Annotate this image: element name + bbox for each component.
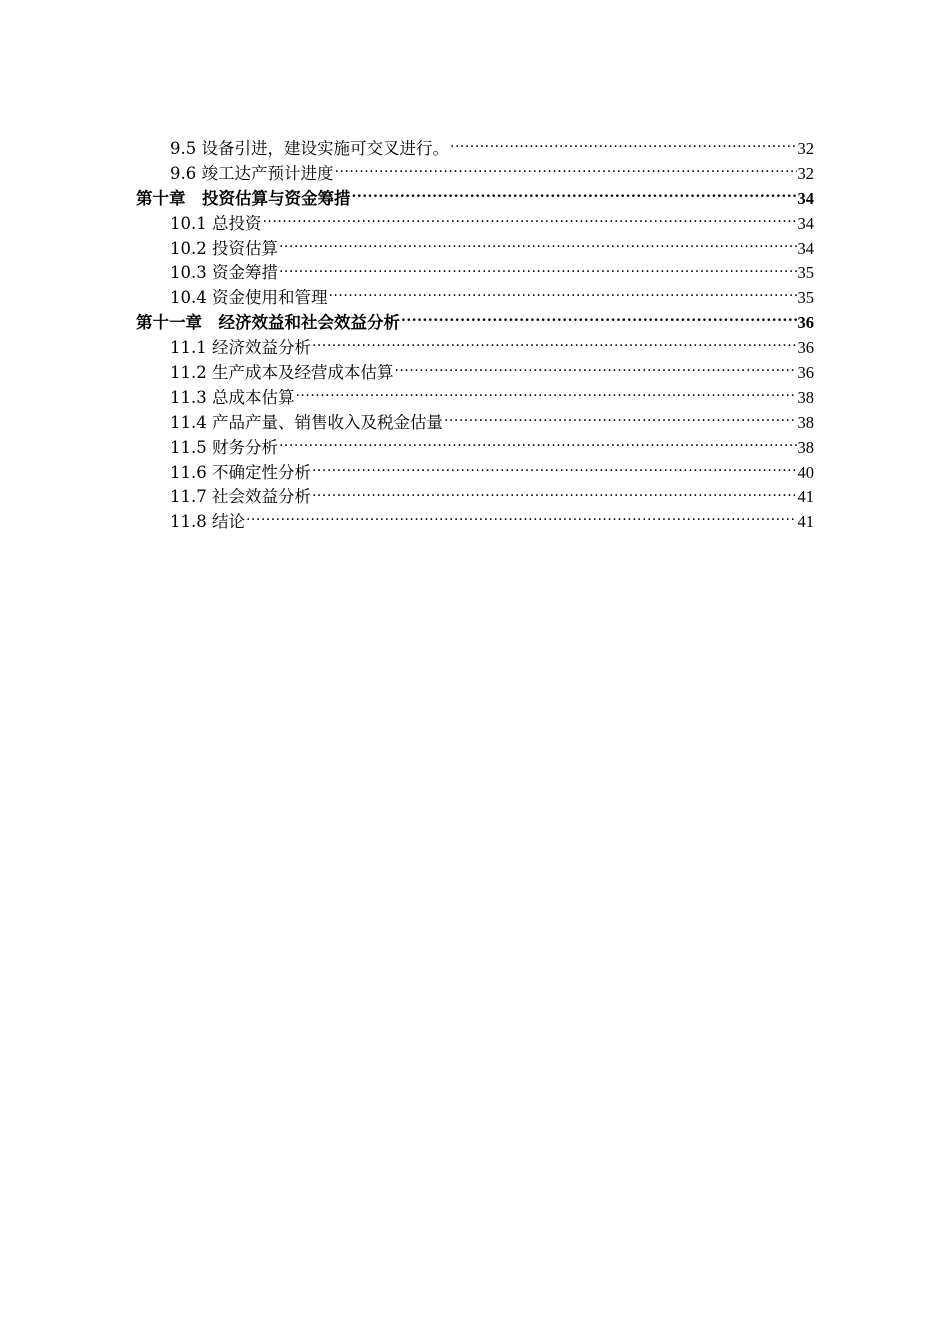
toc-chapter-entry[interactable] xyxy=(136,187,814,212)
toc-entry-title: 11.7 社会效益分析 xyxy=(170,487,311,507)
toc-section-entry[interactable] xyxy=(136,361,814,386)
toc-entry-title: 11.8 结论 xyxy=(170,512,245,532)
toc-entry-title: 11.1 经济效益分析 xyxy=(170,338,311,358)
toc-section-entry[interactable] xyxy=(136,137,814,162)
toc-section-entry[interactable] xyxy=(136,485,814,510)
toc-dot-leader xyxy=(262,212,796,229)
toc-entry-title: 11.6 不确定性分析 xyxy=(170,462,311,482)
toc-section-entry[interactable] xyxy=(136,212,814,237)
toc-entry-title: 第十一章 经济效益和社会效益分析 xyxy=(136,313,400,333)
toc-entry-title: 10.4 资金使用和管理 xyxy=(170,288,328,308)
toc-section-entry[interactable] xyxy=(136,237,814,262)
toc-dot-leader xyxy=(450,138,797,155)
toc-page-number: 35 xyxy=(797,263,814,283)
toc-entry-title: 10.2 投资估算 xyxy=(170,238,278,258)
toc-dot-leader xyxy=(246,511,797,528)
toc-dot-leader xyxy=(352,187,797,204)
toc-chapter-entry[interactable] xyxy=(136,311,814,336)
toc-page-number: 40 xyxy=(797,462,814,482)
toc-page-number: 36 xyxy=(797,313,814,333)
toc-page-number: 36 xyxy=(797,338,814,358)
table-of-contents xyxy=(136,137,814,535)
toc-dot-leader xyxy=(279,262,797,279)
toc-entry-title: 11.4 产品产量、销售收入及税金估量 xyxy=(170,412,443,432)
toc-entry-title: 11.3 总成本估算 xyxy=(170,387,295,407)
toc-page-number: 34 xyxy=(797,188,814,208)
toc-page-number: 35 xyxy=(797,288,814,308)
toc-page-number: 32 xyxy=(797,139,814,158)
toc-page-number: 38 xyxy=(797,412,814,432)
toc-dot-leader xyxy=(394,362,796,379)
toc-entry-title: 9.6 竣工达产预计进度 xyxy=(170,163,334,183)
toc-entry-title: 10.1 总投资 xyxy=(170,213,262,233)
toc-entry-title: 第十章 投资估算与资金筹措 xyxy=(136,188,351,208)
toc-page-number: 38 xyxy=(797,387,814,407)
toc-dot-leader xyxy=(312,337,797,354)
toc-section-entry[interactable] xyxy=(136,286,814,311)
toc-page-number: 41 xyxy=(797,512,814,532)
toc-page-number: 34 xyxy=(797,238,814,258)
toc-entry-title: 11.5 财务分析 xyxy=(170,437,278,457)
toc-page-number: 41 xyxy=(797,487,814,507)
toc-dot-leader xyxy=(312,461,797,478)
toc-dot-leader xyxy=(279,237,797,254)
toc-section-entry[interactable] xyxy=(136,461,814,486)
toc-entry-title: 11.2 生产成本及经营成本估算 xyxy=(170,363,394,383)
toc-section-entry[interactable] xyxy=(136,510,814,535)
toc-page-number: 34 xyxy=(797,213,814,233)
toc-page-number: 38 xyxy=(797,437,814,457)
toc-section-entry[interactable] xyxy=(136,436,814,461)
toc-dot-leader xyxy=(328,287,796,304)
toc-dot-leader xyxy=(401,312,797,329)
toc-dot-leader xyxy=(335,162,797,179)
toc-entry-title: 9.5 设备引进，建设实施可交叉进行。 xyxy=(170,139,449,158)
toc-dot-leader xyxy=(295,386,796,403)
toc-dot-leader xyxy=(312,486,797,503)
toc-section-entry[interactable] xyxy=(136,336,814,361)
toc-section-entry[interactable] xyxy=(136,411,814,436)
toc-page-number: 32 xyxy=(797,163,814,183)
toc-section-entry[interactable] xyxy=(136,386,814,411)
toc-dot-leader xyxy=(444,411,797,428)
toc-dot-leader xyxy=(279,436,797,453)
toc-page-number: 36 xyxy=(797,363,814,383)
toc-section-entry[interactable] xyxy=(136,261,814,286)
toc-section-entry[interactable] xyxy=(136,162,814,187)
toc-entry-title: 10.3 资金筹措 xyxy=(170,263,278,283)
